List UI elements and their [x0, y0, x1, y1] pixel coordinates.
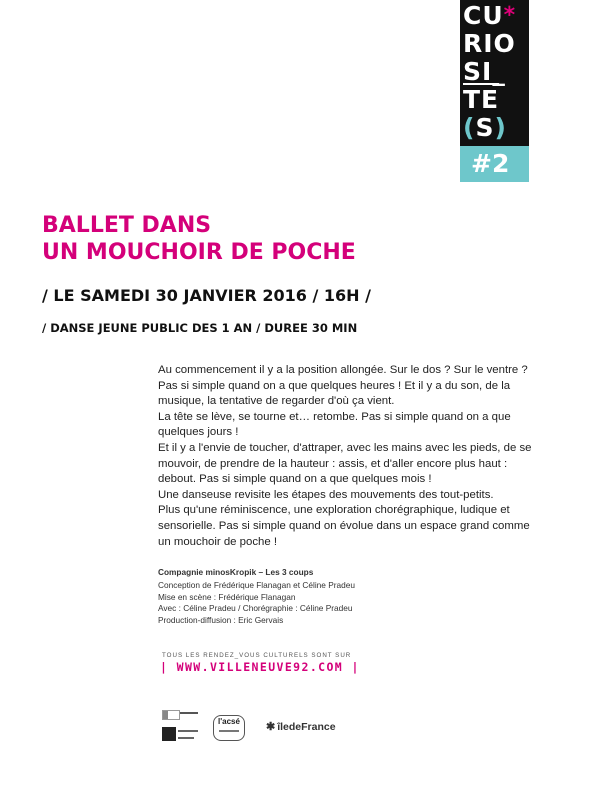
description-paragraph: La tête se lève, se tourne et… retombe. Pas si simple quand on a que quelques jours ! [158, 410, 511, 439]
credit-production: Production-diffusion : Eric Gervais [158, 615, 284, 626]
logo-star-icon: * [503, 3, 517, 28]
description-paragraph: Une danseuse revisite les étapes des mouvements des tout-petits. [158, 488, 494, 501]
credit-conception: Conception de Frédérique Flanagan et Céline Pradeu [158, 579, 355, 590]
event-title-line-1: BALLET DANS [42, 213, 212, 238]
issue-number: #2 [460, 146, 529, 182]
event-date: / LE SAMEDI 30 JANVIER 2016 / 16H / [42, 286, 371, 305]
event-title-line-2: UN MOUCHOIR DE POCHE [42, 240, 356, 265]
description-paragraph: Plus qu'une réminiscence, une exploration chorégraphique, ludique et sensorielle. Pas si simple quand on évolue dans un espace grand comme un mouchoir de poche ! [158, 504, 530, 548]
government-logo [160, 705, 200, 745]
logo-line-1: CU [463, 1, 504, 30]
logo-line-2: RIO [463, 29, 516, 58]
rdv-caption: TOUS LES RENDEZ_VOUS CULTURELS SONT SUR [162, 652, 352, 659]
event-subtitle: / DANSE JEUNE PUBLIC DES 1 AN / DUREE 30 MIN [42, 321, 358, 335]
website-link[interactable]: | WWW.VILLENEUVE92.COM | [160, 660, 360, 674]
curiosites-logo [460, 0, 529, 146]
acse-logo [213, 715, 245, 741]
description-paragraph: Au commencement il y a la position allongée. Sur le dos ? Sur le ventre ? Pas si simple quand on a que quelques heures ! Et il y a du son, de la musique, la tentative de regarder d'où ça vient. [158, 364, 528, 408]
flag-icon [162, 710, 180, 720]
logo-paren-open: ( [463, 113, 476, 142]
logo-letter-s: S [475, 113, 495, 142]
event-title [42, 212, 356, 266]
logo-line-4: $\overline{TE}$ [463, 85, 500, 114]
description-paragraph: Et il y a l'envie de toucher, d'attraper, avec les mains avec les pieds, de se mouvoir, de prendre de la hauteur : assis, et d'aller encore plus haut : debout. Pas si simple quand on a que quelques mois ! [158, 441, 532, 486]
logo-paren-close: ) [494, 113, 507, 142]
ile-de-france-logo [266, 720, 336, 733]
logo-line-3: SI [463, 57, 493, 86]
company-name: Compagnie minosKropik – Les 3 coups [158, 567, 314, 577]
partner-logos [160, 705, 360, 755]
event-description [158, 363, 534, 550]
idf-star-icon: ✱ [266, 721, 276, 733]
credits [158, 567, 458, 627]
acse-label: l'acsé [218, 717, 240, 726]
logo-line-3-bar: _ [492, 57, 506, 86]
idf-label: îledeFrance [277, 721, 336, 733]
credit-mise-en-scene: Mise en scène : Frédérique Flanagan [158, 591, 296, 602]
credit-avec: Avec : Céline Pradeu / Chorégraphie : Céline Pradeu [158, 603, 353, 614]
